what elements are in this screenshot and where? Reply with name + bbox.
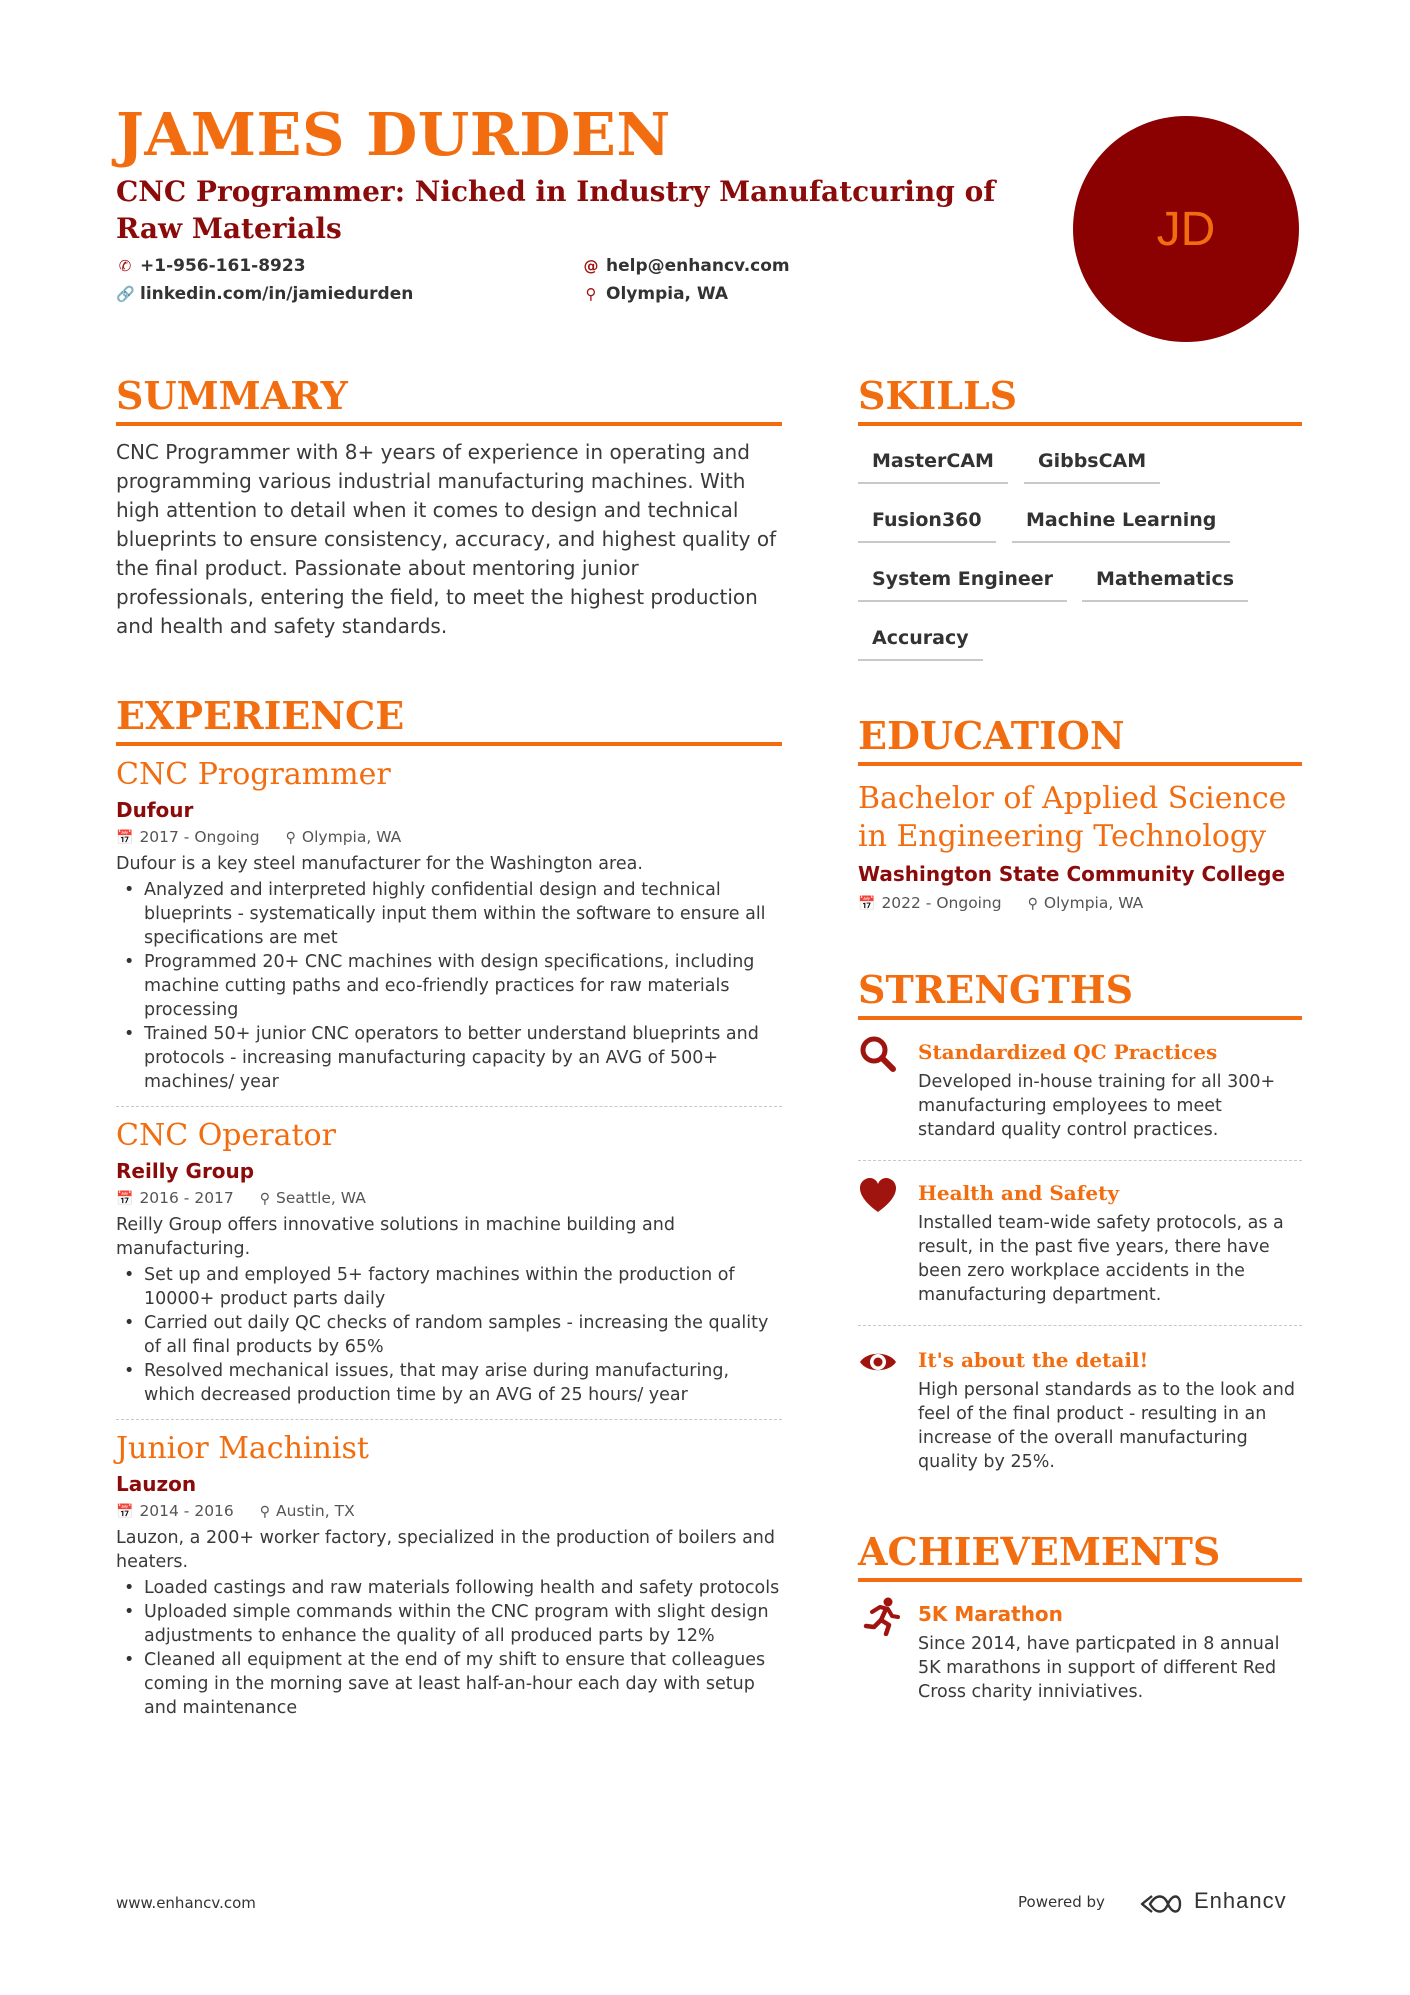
enhancv-logo-icon bbox=[1138, 1892, 1184, 1916]
skill-tag: Machine Learning bbox=[1012, 509, 1230, 543]
job-description: Reilly Group offers innovative solutions in machine building and manufacturing. bbox=[116, 1215, 675, 1259]
job-dates: 2016 - 2017 bbox=[139, 1189, 234, 1207]
strength-text: Developed in-house training for all 300+ manufacturing employees to meet standard quality control practices. bbox=[918, 1072, 1276, 1140]
section-title-achievements: ACHIEVEMENTS bbox=[858, 1529, 1221, 1574]
job-role: Junior Machinist bbox=[116, 1431, 369, 1466]
job-meta bbox=[116, 1189, 782, 1207]
skill-tag: System Engineer bbox=[858, 568, 1067, 602]
divider bbox=[116, 1419, 782, 1420]
job-description: Dufour is a key steel manufacturer for the Washington area. bbox=[116, 854, 643, 874]
strengths-section bbox=[858, 966, 1302, 1020]
section-title-skills: SKILLS bbox=[858, 373, 1018, 418]
divider bbox=[858, 1160, 1302, 1161]
education-section bbox=[858, 712, 1302, 912]
education-meta bbox=[858, 894, 1302, 912]
heart-icon bbox=[858, 1176, 898, 1216]
job-company: Dufour bbox=[116, 798, 194, 822]
skill-tag: Accuracy bbox=[858, 627, 983, 661]
section-rule bbox=[116, 742, 782, 746]
education-dates: 2022 - Ongoing bbox=[881, 894, 1002, 912]
strength-text: High personal standards as to the look and feel of the final product - resulting in an increase of the overall manufacturing quality by 25%. bbox=[918, 1380, 1295, 1472]
phone-text: +1-956-161-8923 bbox=[140, 256, 306, 276]
contact-location bbox=[582, 284, 728, 304]
calendar-icon: 📅 bbox=[116, 830, 134, 846]
experience-item bbox=[116, 1430, 782, 1720]
section-rule bbox=[858, 762, 1302, 766]
enhancv-brand: Enhancv bbox=[1194, 1888, 1287, 1913]
location-pin-icon: ⚲ bbox=[285, 830, 296, 846]
linkedin-text[interactable]: linkedin.com/in/jamiedurden bbox=[140, 284, 414, 304]
job-bullets bbox=[116, 1263, 782, 1407]
job-bullets bbox=[116, 878, 782, 1094]
job-dates: 2014 - 2016 bbox=[139, 1502, 234, 1520]
location-text: Olympia, WA bbox=[606, 284, 729, 304]
skill-tag: GibbsCAM bbox=[1024, 450, 1160, 484]
skill-tag: Mathematics bbox=[1082, 568, 1248, 602]
strength-item bbox=[918, 1040, 1302, 1142]
job-bullet: • Set up and employed 5+ factory machines within the production of 10000+ product parts daily bbox=[116, 1263, 782, 1311]
calendar-icon: 📅 bbox=[116, 1504, 134, 1520]
skill-tag: MasterCAM bbox=[858, 450, 1008, 484]
strength-text: Installed team-wide safety protocols, as a result, in the past five years, there have been zero workplace accidents in the manufacturing department. bbox=[918, 1213, 1284, 1305]
education-degree: Bachelor of Applied Science in Engineering Technology bbox=[858, 781, 1287, 854]
divider bbox=[858, 1325, 1302, 1326]
skills-section bbox=[858, 372, 1302, 426]
section-title-education: EDUCATION bbox=[858, 713, 1125, 758]
contact-phone bbox=[116, 256, 306, 276]
experience-item bbox=[116, 1117, 782, 1407]
job-bullet: • Carried out daily QC checks of random samples - increasing the quality of all final products by 65% bbox=[116, 1311, 782, 1359]
job-bullet: • Programmed 20+ CNC machines with design specifications, including machine cutting paths and eco-friendly practices for raw materials processing bbox=[116, 950, 782, 1022]
location-pin-icon: ⚲ bbox=[585, 285, 597, 303]
job-location: Austin, TX bbox=[276, 1502, 355, 1520]
job-bullet: • Resolved mechanical issues, that may arise during manufacturing, which decreased production time by an AVG of 25 hours/ year bbox=[116, 1359, 782, 1407]
phone-icon: ✆ bbox=[118, 257, 132, 275]
calendar-icon: 📅 bbox=[116, 1191, 134, 1207]
contact-linkedin[interactable] bbox=[116, 284, 413, 304]
job-company: Lauzon bbox=[116, 1472, 197, 1496]
divider bbox=[116, 1106, 782, 1107]
education-school: Washington State Community College bbox=[858, 862, 1286, 886]
calendar-icon: 📅 bbox=[858, 896, 876, 912]
strength-title: It's about the detail! bbox=[918, 1348, 1149, 1372]
section-title-experience: EXPERIENCE bbox=[116, 693, 405, 738]
link-icon: 🔗 bbox=[116, 285, 135, 303]
job-bullet: • Loaded castings and raw materials following health and safety protocols bbox=[116, 1576, 782, 1600]
section-rule bbox=[116, 422, 782, 426]
job-meta bbox=[116, 1502, 782, 1520]
job-bullet: • Analyzed and interpreted highly confidential design and technical blueprints - systematically input them within the software to ensure all specifications are met bbox=[116, 878, 782, 950]
strength-title: Health and Safety bbox=[918, 1181, 1119, 1205]
job-location: Olympia, WA bbox=[301, 828, 402, 846]
section-rule bbox=[858, 1578, 1302, 1582]
achievements-section bbox=[858, 1528, 1302, 1582]
achievement-item bbox=[918, 1602, 1302, 1704]
section-rule bbox=[858, 422, 1302, 426]
job-meta bbox=[116, 828, 782, 846]
job-role: CNC Operator bbox=[116, 1118, 336, 1153]
strength-item bbox=[918, 1181, 1302, 1307]
location-pin-icon: ⚲ bbox=[259, 1504, 271, 1520]
location-pin-icon: ⚲ bbox=[1027, 896, 1038, 912]
avatar bbox=[1073, 116, 1299, 342]
footer-powered-by: Powered by bbox=[1018, 1893, 1105, 1911]
skill-tag: Fusion360 bbox=[858, 509, 996, 543]
location-pin-icon: ⚲ bbox=[259, 1191, 271, 1207]
achievement-text: Since 2014, have particpated in 8 annual 5K marathons in support of different Red Cross charity inniviatives. bbox=[918, 1634, 1280, 1702]
strength-item bbox=[918, 1348, 1302, 1474]
headline: CNC Programmer: Niched in Industry Manufatcuring of Raw Materials bbox=[116, 175, 996, 245]
job-location: Seattle, WA bbox=[276, 1189, 366, 1207]
contact-email[interactable] bbox=[582, 256, 790, 276]
job-dates: 2017 - Ongoing bbox=[139, 828, 260, 846]
job-company: Reilly Group bbox=[116, 1159, 255, 1183]
eye-icon bbox=[858, 1342, 898, 1382]
summary-text: CNC Programmer with 8+ years of experience in operating and programming various industrial manufacturing machines. With high attention to detail when it comes to design and technical blueprints to ensure consistency, accuracy, and highest quality of the final product. Passionate about mentoring junior professionals, entering the field, to meet the highest production and health and safety standards. bbox=[116, 440, 777, 638]
magnifier-icon bbox=[858, 1034, 898, 1074]
education-location: Olympia, WA bbox=[1043, 894, 1144, 912]
footer-website[interactable]: www.enhancv.com bbox=[116, 1894, 256, 1912]
avatar-initials: JD bbox=[1156, 202, 1216, 256]
job-bullet: • Cleaned all equipment at the end of my shift to ensure that colleagues coming in the morning save at least half-an-hour each day with setup and maintenance bbox=[116, 1648, 782, 1720]
candidate-name: JAMES DURDEN bbox=[116, 100, 671, 169]
job-bullet: • Trained 50+ junior CNC operators to better understand blueprints and protocols - increasing manufacturing capacity by an AVG of 500+ machines/ year bbox=[116, 1022, 782, 1094]
achievement-title: 5K Marathon bbox=[918, 1602, 1063, 1626]
section-title-summary: SUMMARY bbox=[116, 373, 348, 418]
job-bullets bbox=[116, 1576, 782, 1720]
experience-section bbox=[116, 692, 782, 1720]
section-title-strengths: STRENGTHS bbox=[858, 967, 1134, 1012]
section-rule bbox=[858, 1016, 1302, 1020]
email-text[interactable]: help@enhancv.com bbox=[606, 256, 790, 276]
summary-section bbox=[116, 372, 782, 641]
job-bullet: • Uploaded simple commands within the CNC program with slight design adjustments to enhance the quality of all produced parts by 12% bbox=[116, 1600, 782, 1648]
job-role: CNC Programmer bbox=[116, 757, 391, 792]
runner-icon bbox=[862, 1596, 902, 1636]
job-description: Lauzon, a 200+ worker factory, specialized in the production of boilers and heaters. bbox=[116, 1528, 776, 1572]
at-icon: @ bbox=[583, 257, 599, 275]
strength-title: Standardized QC Practices bbox=[918, 1040, 1218, 1064]
experience-item bbox=[116, 756, 782, 1094]
